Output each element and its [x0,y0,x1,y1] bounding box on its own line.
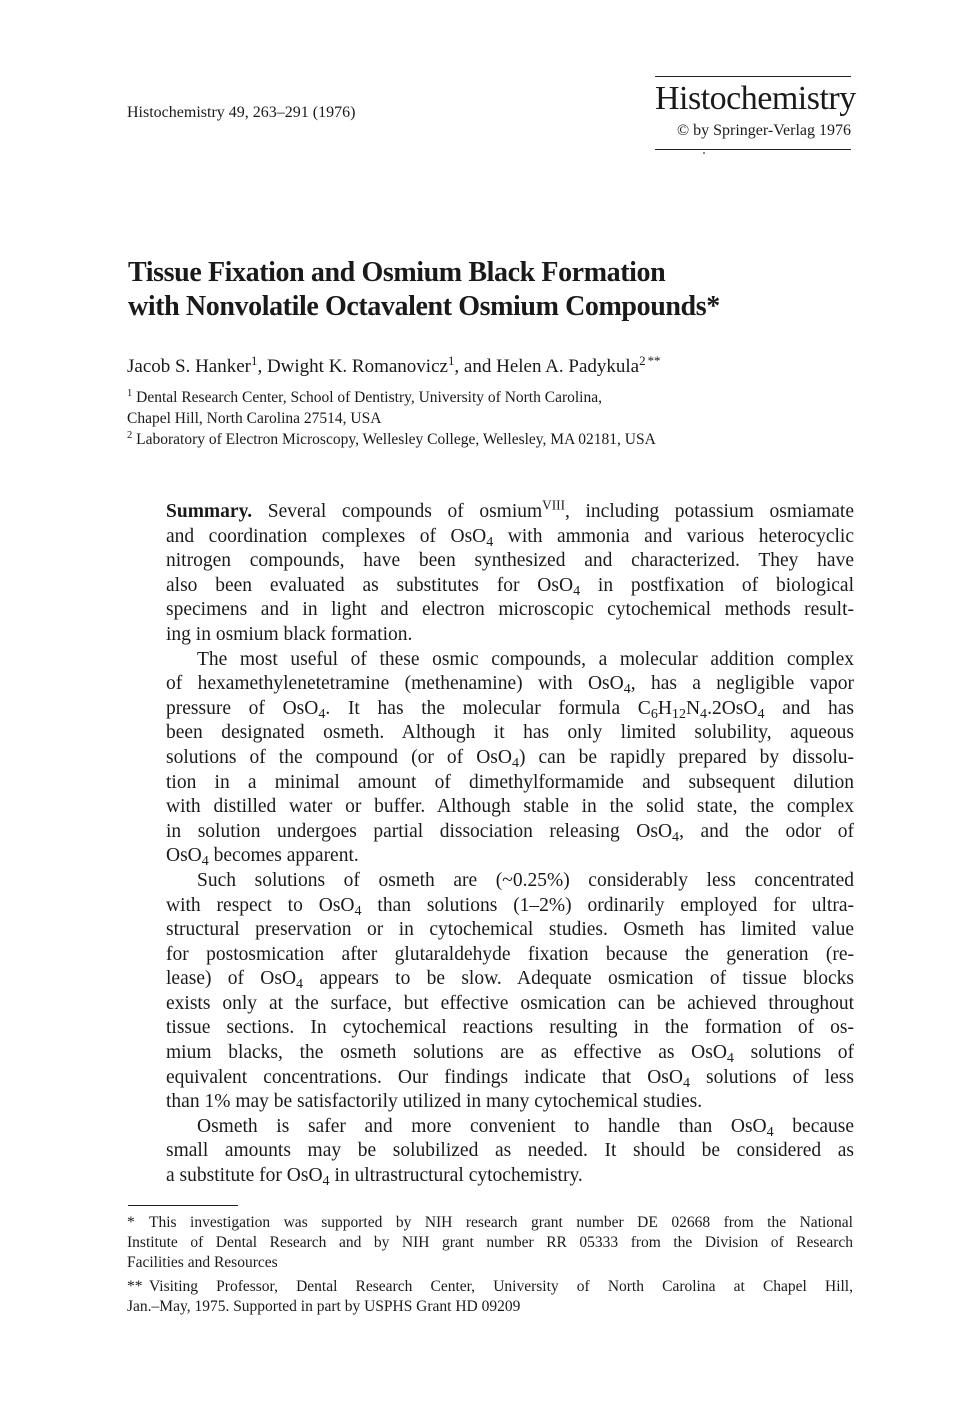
summary-line: structural preservation or in cytochemical studies. Osmeth has limited value [166,919,854,941]
affiliation-1-cont: Chapel Hill, North Carolina 27514, USA [127,410,382,427]
masthead-bottom-rule [655,149,851,150]
article-title [128,256,868,324]
summary-line: Such solutions of osmeth are (~0.25%) considerably less concentrated [197,869,854,891]
affiliations [127,387,656,450]
footnotes [127,1213,853,1317]
summary-line: nitrogen compounds, have been synthesized and characterized. They have [166,550,854,572]
summary-line: small amounts may be solubilized as needed. It should be considered as [166,1140,854,1162]
copyright-notice: © by Springer-Verlag 1976 [676,122,851,139]
footnote-1: * This investigation was supported by NIH research grant number DE 02668 from the National [127,1214,853,1231]
author-2: Dwight K. Romanovicz [266,356,448,377]
oso4-formula: OsO$_4$ [647,1066,690,1091]
summary-line: and coordination complexes of OsO$_4$ with ammonia and various heterocyclic [166,525,854,550]
footnote-1-cont: Facilities and Resources [127,1254,278,1271]
print-speck [703,152,705,154]
summary-line: Summary. Several compounds of osmium$^{VIII}$, including potassium osmiamate [166,497,854,522]
footnote-rule [128,1205,238,1206]
oso4-formula: OsO$_4$ [730,1115,774,1141]
summary-line: pressure of OsO$_4$. It has the molecular formula $C_6H_{12}N_4.2OsO_4$ and has [166,697,854,722]
oso4-formula: OsO$_4$ [286,1165,330,1190]
summary-line: than 1% may be satisfactorily utilized in many cytochemical studies. [166,1091,703,1113]
footnote-2: ** Visiting Professor, Dental Research Center, University of North Carolina at Chapel Hill, [127,1278,853,1295]
summary-abstract [166,497,854,1190]
summary-line: The most useful of these osmic compounds, a molecular addition complex [197,648,854,670]
oso4-formula: OsO$_4$ [537,574,581,599]
oso4-formula: OsO$_4$ [166,845,209,870]
summary-heading: Summary. [166,501,253,522]
summary-line: been designated osmeth. Although it has only limited solubility, aqueous [166,722,854,744]
summary-line: Osmeth is safer and more convenient to handle than OsO$_4$ because [197,1115,854,1141]
summary-line: ing in osmium black formation. [166,623,413,645]
summary-line: exists only at the surface, but effective osmication can be achieved throughout [166,992,854,1014]
journal-citation: Histochemistry 49, 263–291 (1976) [127,104,356,121]
oso4-formula: OsO$_4$ [476,746,519,772]
affiliation-1: $^1$ Dental Research Center, School of Dentistry, University of North Carolina, [127,388,602,406]
summary-line: equivalent concentrations. Our findings indicate that OsO$_4$ solutions of less [166,1066,854,1091]
oso4-formula: OsO$_4$ [636,820,680,845]
author-3: Helen A. Padykula [496,356,640,377]
summary-line: OsO$_4$ becomes apparent. [166,845,359,870]
summary-line: also been evaluated as substitutes for OsO$_4$ in postfixation of biological [166,574,854,599]
summary-line: for postosmication after glutaraldehyde fixation because the generation (re- [166,943,854,965]
summary-line: with respect to OsO$_4$ than solutions (1–2%) ordinarily employed for ultra- [166,894,854,919]
author-1: Jacob S. Hanker [127,356,251,377]
title-line-2: with Nonvolatile Octavalent Osmium Compounds* [128,291,720,322]
oso4-formula: OsO$_4$ [587,673,631,698]
oso4-formula: OsO$_4$ [450,525,494,550]
summary-line: a substitute for OsO$_4$ in ultrastructural cytochemistry. [166,1165,583,1190]
summary-line: lease) of OsO$_4$ appears to be slow. Adequate osmication of tissue blocks [166,968,854,993]
oso4-formula: OsO$_4$ [721,697,765,722]
summary-line: solutions of the compound (or of OsO$_4$) can be rapidly prepared by dissolu- [166,746,854,772]
summary-line: in solution undergoes partial dissociation releasing OsO$_4$, and the odor of [166,820,854,845]
title-line-1: Tissue Fixation and Osmium Black Formation [128,257,666,288]
footnote-2-cont: Jan.–May, 1975. Supported in part by USPHS Grant HD 09209 [127,1298,521,1315]
summary-line: mium blacks, the osmeth solutions are as effective as OsO$_4$ solutions of [166,1042,854,1067]
journal-masthead [655,76,856,150]
author-list: Jacob S. Hanker$^1$, Dwight K. Romanovicz$^1$, and Helen A. Padykula$^{2 **}$ [127,352,661,377]
summary-line: tissue sections. In cytochemical reactions resulting in the formation of os- [166,1017,854,1039]
oso4-formula: OsO$_4$ [260,968,304,993]
journal-name: Histochemistry [655,80,856,117]
summary-line: tion in a minimal amount of dimethylformamide and subsequent dilution [166,771,854,793]
summary-line: specimens and in light and electron microscopic cytochemical methods result- [166,599,854,621]
masthead-top-rule [655,76,851,77]
oso4-formula: OsO$_4$ [691,1042,734,1067]
footnote-1-cont: Institute of Dental Research and by NIH grant number RR 05333 from the Division of Research [127,1234,853,1251]
summary-line: with distilled water or buffer. Although stable in the solid state, the complex [166,796,854,818]
oso4-formula: OsO$_4$ [318,894,362,919]
summary-line: of hexamethylenetetramine (methenamine) with OsO$_4$, has a negligible vapor [166,673,854,698]
affiliation-2: $^2$ Laboratory of Electron Microscopy, Wellesley College, Wellesley, MA 02181, USA [127,430,656,448]
oso4-formula: OsO$_4$ [282,697,326,722]
